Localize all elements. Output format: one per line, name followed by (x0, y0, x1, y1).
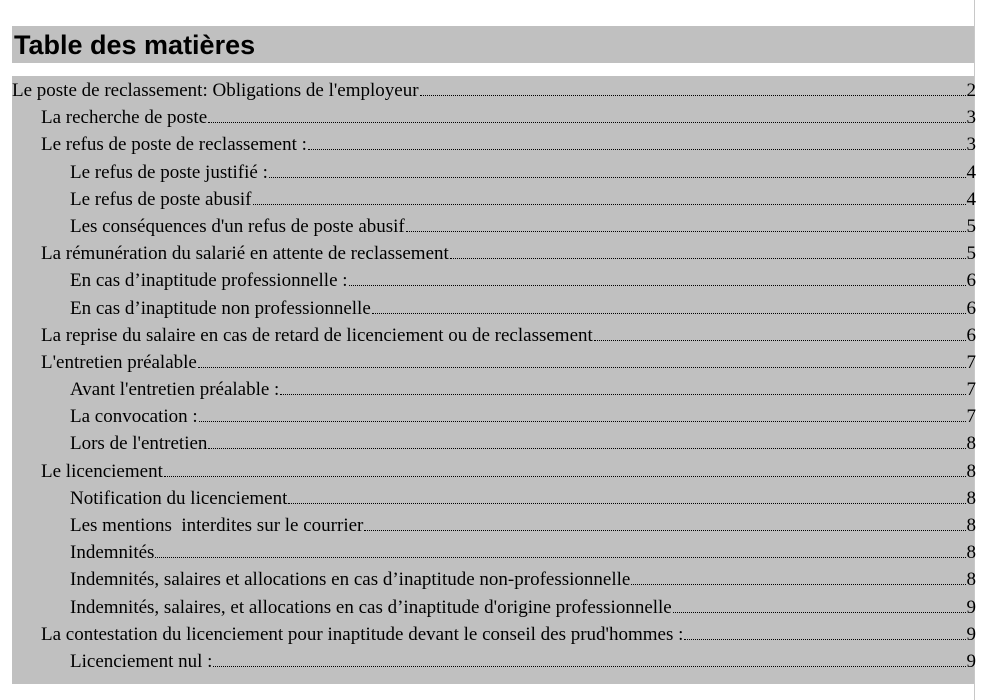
toc-dot-leader (349, 266, 966, 286)
toc-entry-title: La contestation du licenciement pour inaptitude devant le conseil des prud'hommes : (41, 623, 684, 645)
toc-entry-page: 5 (966, 215, 976, 237)
toc-entry-page: 5 (966, 243, 976, 265)
toc-entry-title: Les conséquences d'un refus de poste abusif (70, 215, 405, 237)
toc-entry-title: Les mentions interdites sur le courrier (70, 515, 364, 536)
toc-dot-leader (208, 429, 965, 449)
toc-entry-title: Lors de l'entretien (70, 433, 208, 455)
toc-entry[interactable] (12, 76, 976, 103)
toc-entry-page: 8 (966, 515, 976, 536)
toc-entry[interactable] (12, 185, 976, 212)
toc-entry[interactable] (12, 457, 976, 484)
toc-entry-title: La convocation : (70, 406, 198, 428)
toc-entry-title: Le refus de poste de reclassement : (41, 134, 307, 156)
toc-entry[interactable] (12, 158, 976, 185)
toc-entry-page: 2 (966, 80, 976, 101)
toc-dot-leader (631, 565, 965, 585)
toc-dot-leader (594, 321, 966, 341)
toc-entry[interactable] (12, 375, 976, 402)
toc-entry-page: 3 (966, 107, 976, 129)
toc-entry[interactable] (12, 538, 976, 565)
toc-entry-title: En cas d’inaptitude non professionnelle (70, 297, 371, 319)
toc-dot-leader (308, 130, 966, 150)
toc-entry-page: 8 (966, 569, 976, 591)
toc-entry-title: Le refus de poste justifié : (70, 161, 268, 183)
toc-dot-leader (406, 212, 966, 232)
toc-entry-title: Indemnités, salaires et allocations en cas d’inaptitude non-professionnelle (70, 569, 631, 591)
toc-dot-leader (684, 620, 965, 640)
toc-entry-title: Notification du licenciement (70, 487, 288, 509)
toc-entry-page: 9 (966, 650, 976, 672)
toc-entry-title: La recherche de poste (41, 107, 208, 129)
toc-entry-title: Le licenciement (41, 460, 163, 482)
toc-entry-title: Le poste de reclassement: Obligations de l'employeur (12, 80, 419, 101)
toc-dot-leader (155, 538, 965, 558)
toc-dot-leader (288, 484, 965, 504)
toc-dot-leader (450, 239, 966, 259)
toc-entry[interactable] (12, 348, 976, 375)
toc-entry-title: En cas d’inaptitude professionnelle : (70, 270, 348, 292)
toc-entry[interactable] (12, 402, 976, 429)
toc-dot-leader (198, 348, 966, 368)
toc-entry-page: 8 (966, 542, 976, 564)
toc-entry-page: 9 (966, 623, 976, 645)
toc-dot-leader (280, 375, 965, 395)
toc-entry-title: L'entretien préalable (41, 351, 197, 373)
toc-entry-page: 7 (966, 406, 976, 428)
toc-entry[interactable] (12, 565, 976, 592)
toc-entry[interactable] (12, 266, 976, 293)
toc-entry-page: 6 (966, 270, 976, 292)
toc-entry-page: 3 (966, 134, 976, 156)
toc-entry-title: Indemnités, salaires, et allocations en cas d’inaptitude d'origine professionnelle (70, 596, 672, 618)
toc-entry[interactable] (12, 239, 976, 266)
toc-dot-leader (673, 593, 966, 613)
toc-entry-page: 8 (966, 433, 976, 455)
toc-dot-leader (199, 402, 966, 422)
toc-entry[interactable] (12, 294, 976, 321)
toc-dot-leader (208, 103, 965, 123)
toc-entry[interactable] (12, 212, 976, 239)
toc-entry-page: 6 (966, 324, 976, 346)
toc-heading: Table des matières (14, 30, 256, 60)
toc-entry[interactable] (12, 429, 976, 456)
table-of-contents (12, 76, 976, 674)
toc-entry-title: La reprise du salaire en cas de retard de licenciement ou de reclassement (41, 324, 593, 346)
toc-entry-page: 7 (966, 379, 976, 401)
toc-dot-leader (372, 294, 966, 314)
toc-entry[interactable] (12, 593, 976, 620)
toc-entry[interactable] (12, 620, 976, 647)
toc-entry-title: Avant l'entretien préalable : (70, 379, 280, 401)
toc-entry[interactable] (12, 511, 976, 538)
toc-entry[interactable] (12, 321, 976, 348)
toc-dot-leader (213, 647, 965, 667)
toc-entry-page: 4 (966, 161, 976, 183)
toc-entry-page: 8 (966, 460, 976, 482)
toc-entry-page: 4 (966, 188, 976, 210)
toc-entry-page: 6 (966, 297, 976, 319)
toc-entry[interactable] (12, 130, 976, 157)
toc-dot-leader (164, 457, 966, 477)
toc-entry[interactable] (12, 484, 976, 511)
toc-entry-page: 8 (966, 487, 976, 509)
toc-entry-page: 7 (966, 351, 976, 373)
toc-entry-title: Licenciement nul : (70, 650, 213, 672)
toc-entry-title: Le refus de poste abusif (70, 188, 252, 210)
toc-entry[interactable] (12, 103, 976, 130)
toc-dot-leader (364, 511, 965, 531)
toc-dot-leader (420, 76, 966, 96)
toc-entry-title: La rémunération du salarié en attente de reclassement (41, 243, 449, 265)
toc-entry-title: Indemnités (70, 542, 155, 564)
toc-entry-page: 9 (966, 596, 976, 618)
toc-entry[interactable] (12, 647, 976, 674)
toc-dot-leader (253, 185, 966, 205)
toc-dot-leader (269, 158, 966, 178)
